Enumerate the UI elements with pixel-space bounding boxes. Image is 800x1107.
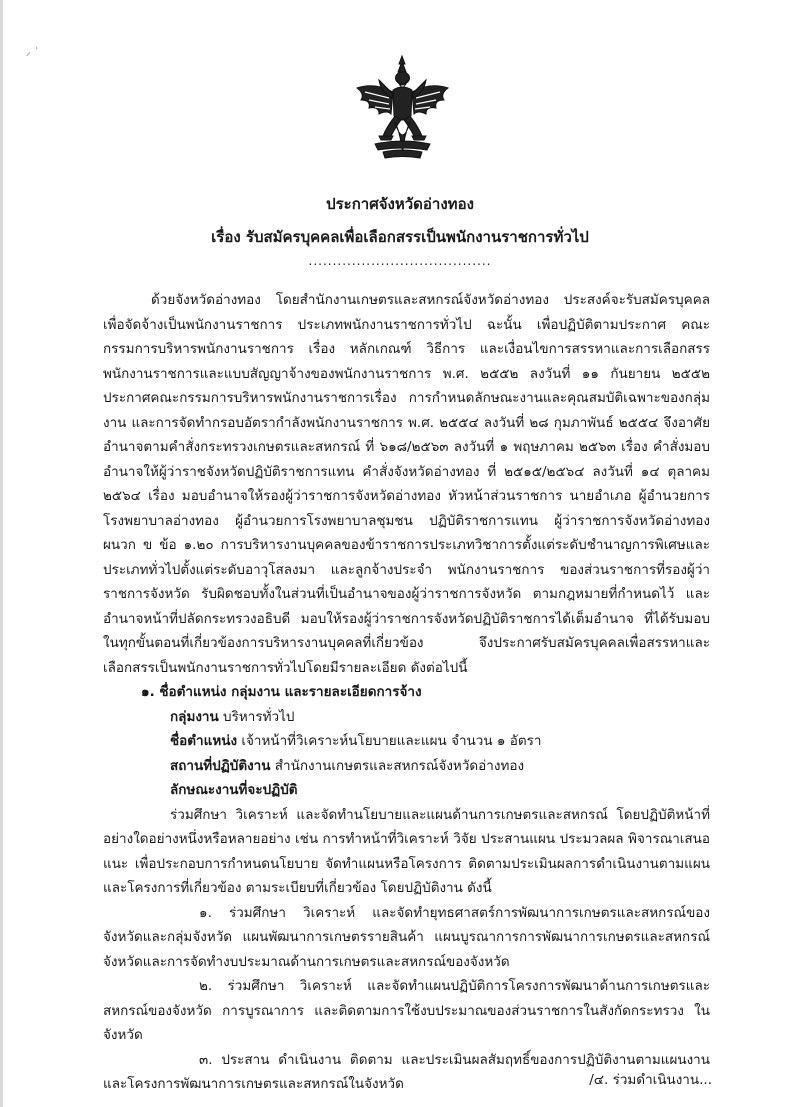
job-group-value: บริหารทั่วไป [218,708,295,725]
workplace-line [103,754,710,779]
job-group-label: กลุ่มงาน [170,708,219,725]
duties-heading: ลักษณะงานที่จะปฏิบัติ [170,782,298,798]
position-value: เจ้าหน้าที่วิเคราะห์นโยบายและแผน จำนวน ๑ อัตรา [237,733,542,749]
duty-item: ๒. ร่วมศึกษา วิเคราะห์ และจัดทำแผนปฏิบัติการโครงการพัฒนาด้านการเกษตรและสหกรณ์ของจังหวัด การบูรณาการ และติดตามการใช้งบประมาณของส่วนราชการในสังกัดกระทรวง ในจังหวัด [103,978,710,1043]
title-divider: ...................................... [308,254,492,268]
position-label: ชื่อตำแหน่ง [170,733,238,749]
section-1-heading: ๑. ชื่อตำแหน่ง กลุ่มงาน และรายละเอียดการจ้าง [141,684,422,700]
duty-item: ๓. ประสาน ดำเนินงาน ติดตาม และประเมินผลสัมฤทธิ์ของการปฏิบัติงานตามแผนงานและโครงการพัฒนาการเกษตรและสหกรณ์ในจังหวัด [103,1051,710,1092]
announcement-subject: เรื่อง รับสมัครบุคคลเพื่อเลือกสรรเป็นพนักงานราชการทั่วไป [211,228,589,246]
job-group-line [103,705,710,730]
duties-intro: ร่วมศึกษา วิเคราะห์ และจัดทำนโยบายและแผนด้านการเกษตรและสหกรณ์ โดยปฏิบัติหน้าที่อย่างใดอย่างหนึ่งหรือหลายอย่าง เช่น การทำหน้าที่วิเคราะห์ วิจัย ประสานแผน ประมวลผล พิจารณาเสนอแนะ เพื่อประกอบการกำหนดนโยบาย จัดทำแผนหรือโครงการ ติดตามประเมินผลการดำเนินงานตามแผนและโครงการที่เกี่ยวข้อง ตามระเบียบที่เกี่ยวข้อง โดยปฏิบัติงาน ดังนี้ [103,806,710,896]
position-line [103,729,710,754]
garuda-emblem-icon [345,52,460,164]
announcement-title: ประกาศจังหวัดอ่างทอง [326,195,474,213]
scan-edge [0,0,3,1107]
document-body [103,288,710,1097]
workplace-value: สำนักงานเกษตรและสหกรณ์จังหวัดอ่างทอง [270,757,525,774]
duty-item: ๑. ร่วมศึกษา วิเคราะห์ และจัดทำยุทธศาสตร์การพัฒนาการเกษตรและสหกรณ์ของจังหวัดและกลุ่มจังหวัด แผนพัฒนาการเกษตรรายสินค้า แผนบูรณาการการพัฒนาการเกษตรและสหกรณ์จังหวัดและการจัดทำงบประมาณด้านการเกษตรและสหกรณ์ของจังหวัด [103,904,710,970]
continuation-note: /๔. ร่วมดำเนินงาน... [589,1072,712,1088]
scan-speck: ⸝ ˙ [26,47,40,58]
intro-paragraph: ด้วยจังหวัดอ่างทอง โดยสำนักงานเกษตรและสหกรณ์จังหวัดอ่างทอง ประสงค์จะรับสมัครบุคคลเพื่อจัดจ้างเป็นพนักงานราชการ ประเภทพนักงานราชการทั่วไป ฉะนั้น เพื่อปฏิบัติตามประกาศ คณะกรรมการบริหารพนักงานราชการ เรื่อง หลักเกณฑ์ วิธีการ และเงื่อนไขการสรรหาและการเลือกสรรพนักงานราชการและแบบสัญญาจ้างของพนักงานราชการ พ.ศ. ๒๕๕๒ ลงวันที่ ๑๑ กันยายน ๒๕๕๒ ประกาศคณะกรรมการบริหารพนักงานราชการเรื่อง การกำหนดลักษณะงานและคุณสมบัติเฉพาะของกลุ่มงาน และการจัดทำกรอบอัตรากำลังพนักงานราชการ พ.ศ. ๒๕๕๔ ลงวันที่ ๒๘ กุมภาพันธ์ ๒๕๕๔ จึงอาศัยอำนาจตามคำสั่งกระทรวงเกษตรและสหกรณ์ ที่ ๖๑๘/๒๕๖๓ ลงวันที่ ๑ พฤษภาคม ๒๕๖๓ เรื่อง คำสั่งมอบอำนาจให้ผู้ว่าราชจังหวัดปฏิบัติราชการแทน คำสั่งจังหวัดอ่างทอง ที่ ๒๕๑๕/๒๕๖๔ ลงวันที่ ๑๔ ตุลาคม ๒๕๖๔ เรื่อง มอบอำนาจให้รองผู้ว่าราชการจังหวัดอ่างทอง หัวหน้าส่วนราชการ นายอำเภอ ผู้อำนวยการโรงพยาบาลอ่างทอง ผู้อำนวยการโรงพยาบาลชุมชน ปฏิบัติราชการแทน ผู้ว่าราชการจังหวัดอ่างทอง ผนวก ข ข้อ ๑.๒๐ การบริหารงานบุคคลของข้าราชการประเภทวิชาการตั้งแต่ระดับชำนาญการพิเศษและประเภททั่วไปตั้งแต่ระดับอาวุโสลงมา และลูกจ้างประจำ พนักงานราชการ ของส่วนราชการที่รองผู้ว่าราชการจังหวัด รับผิดชอบทั้งในส่วนที่เป็นอำนาจของผู้ว่าราชการจังหวัด ตามกฎหมายที่กำหนดไว้ และอำนาจหน้าที่ปลัดกระทรวงอธิบดี มอบให้รองผู้ว่าราชการจังหวัดปฏิบัติราชการได้เต็มอำนาจ ที่ได้รับมอบในทุกขั้นตอนที่เกี่ยวข้องการบริหารงานบุคคลที่เกี่ยวข้อง จึงประกาศรับสมัครบุคคลเพื่อสรรหาและเลือกสรรเป็นพนักงานราชการทั่วไปโดยมีรายละเอียด ดังต่อไปนี้ [103,292,710,676]
workplace-label: สถานที่ปฏิบัติงาน [170,757,271,774]
